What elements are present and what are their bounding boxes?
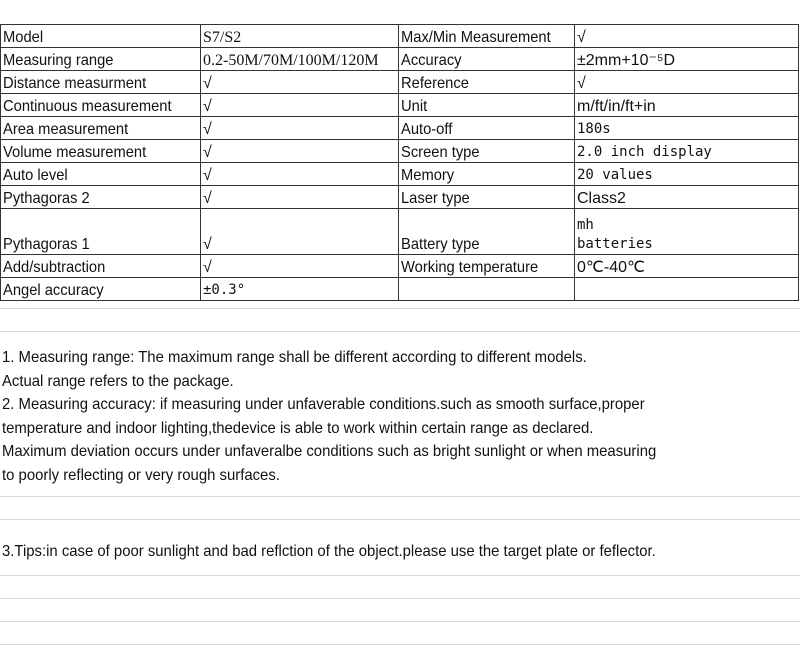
notes-section <box>2 346 792 560</box>
note-line: 1. Measuring range: The maximum range shall be different according to different models. <box>2 349 587 366</box>
table-row <box>1 186 799 209</box>
feature-label: Area measurement <box>1 117 201 140</box>
feature-label: Volume measurement <box>1 140 201 163</box>
feature-value: √ <box>575 71 799 94</box>
note-line: temperature and indoor lighting,thedevice is able to work within certain range as declared. <box>2 419 594 437</box>
feature-label: Pythagoras 1 <box>1 209 201 255</box>
feature-label: Memory <box>399 163 575 186</box>
feature-label: Pythagoras 2 <box>1 186 201 209</box>
feature-label: Reference <box>399 71 575 94</box>
table-row <box>1 209 799 255</box>
table-row <box>1 117 799 140</box>
feature-label: Auto level <box>1 163 201 186</box>
feature-value <box>575 278 799 301</box>
feature-value: 0.2-50M/70M/100M/120M <box>201 48 399 71</box>
feature-value: 20 values <box>575 163 799 186</box>
feature-label: Add/subtraction <box>1 255 201 278</box>
table-row <box>1 48 799 71</box>
table-row <box>1 25 799 48</box>
feature-value: ±0.3° <box>201 278 399 301</box>
feature-value: √ <box>201 71 399 94</box>
note-line: Actual range refers to the package. <box>2 372 234 390</box>
feature-value: √ <box>201 94 399 117</box>
feature-value: √ <box>201 186 399 209</box>
feature-value: 0℃-40℃ <box>575 255 799 278</box>
feature-label: Auto-off <box>399 117 575 140</box>
table-row <box>1 71 799 94</box>
feature-value: m/ft/in/ft+in <box>575 94 799 117</box>
feature-value: √ <box>201 140 399 163</box>
table-row <box>1 255 799 278</box>
feature-value: √ <box>575 25 799 48</box>
feature-value: 2.0 inch display <box>575 140 799 163</box>
feature-value: Class2 <box>575 186 799 209</box>
note-line: 2. Measuring accuracy: if measuring under unfaverable conditions.such as smooth surface,proper <box>2 396 645 413</box>
feature-label: Accuracy <box>399 48 575 71</box>
table-row <box>1 94 799 117</box>
note-line: Maximum deviation occurs under unfaveralbe conditions such as bright sunlight or when measuring <box>2 443 657 460</box>
feature-value: ±2mm+10⁻⁵D <box>575 48 799 71</box>
note-line: to poorly reflecting or very rough surfaces. <box>2 466 280 484</box>
feature-value: √ <box>201 209 399 255</box>
feature-label: Continuous measurement <box>1 94 201 117</box>
feature-label: Max/Min Measurement <box>399 25 575 48</box>
feature-value: S7/S2 <box>201 25 399 48</box>
feature-label: Unit <box>399 94 575 117</box>
tip-line: 3.Tips:in case of poor sunlight and bad reflction of the object.please use the target plate or feflector. <box>2 543 656 560</box>
feature-label: Working temperature <box>399 255 575 278</box>
feature-label: Measuring range <box>1 48 201 71</box>
feature-value: mh batteries <box>575 209 799 255</box>
feature-value: 180s <box>575 117 799 140</box>
table-row <box>1 278 799 301</box>
feature-label: Angel accuracy <box>1 278 201 301</box>
feature-label: Laser type <box>399 186 575 209</box>
table-row <box>1 140 799 163</box>
feature-label: Model <box>1 25 201 48</box>
feature-label: Distance measurment <box>1 71 201 94</box>
feature-value: √ <box>201 163 399 186</box>
feature-label <box>399 278 575 301</box>
feature-value: √ <box>201 255 399 278</box>
table-row <box>1 163 799 186</box>
feature-label: Battery type <box>399 209 575 255</box>
feature-value: √ <box>201 117 399 140</box>
feature-label: Screen type <box>399 140 575 163</box>
spec-table <box>0 24 799 301</box>
